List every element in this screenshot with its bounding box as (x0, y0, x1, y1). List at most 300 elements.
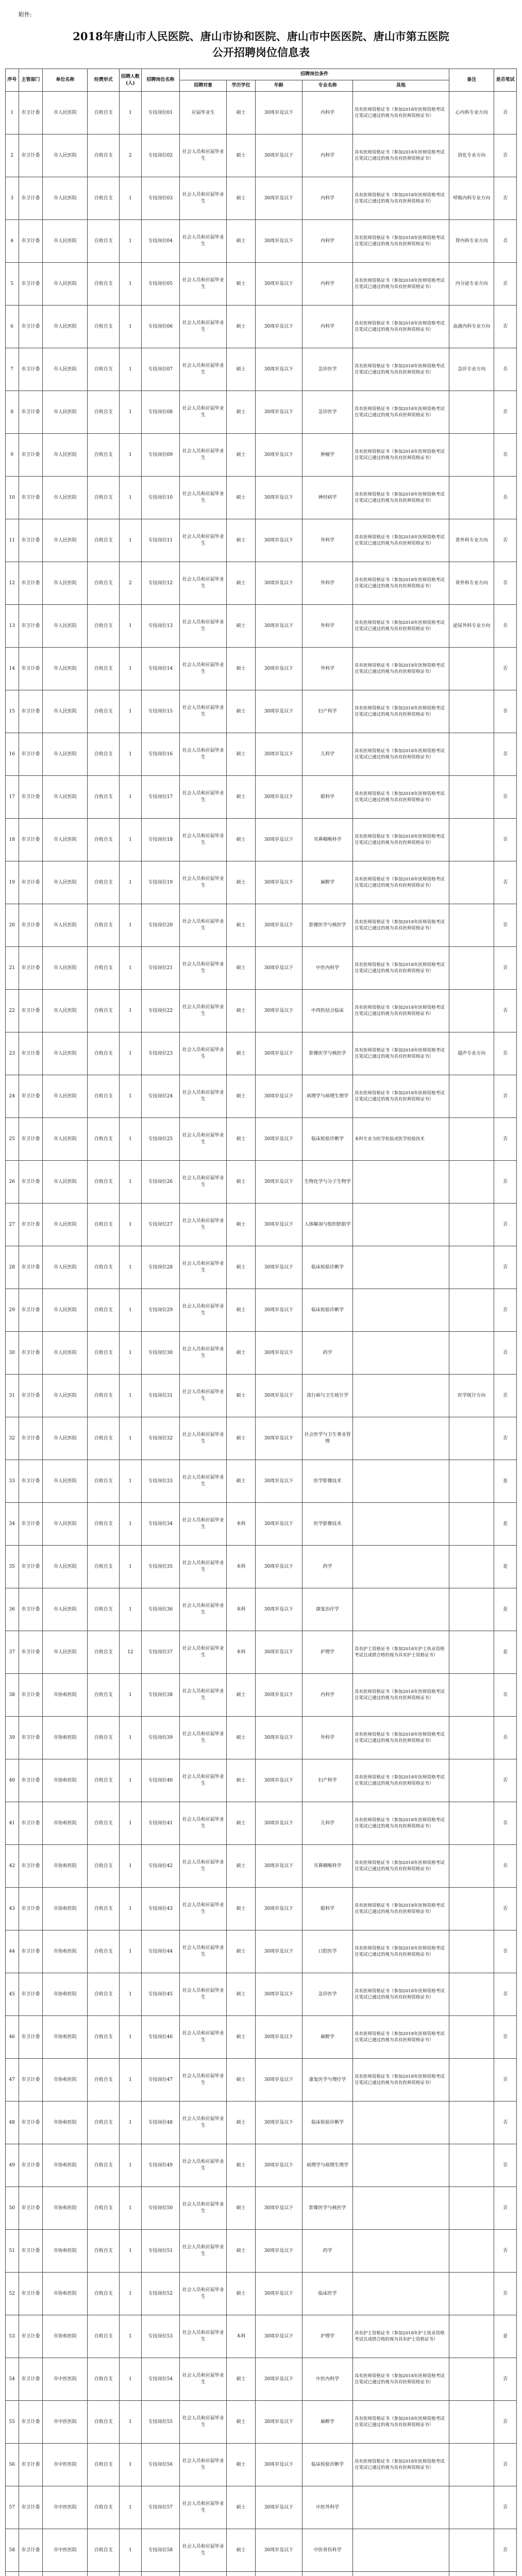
cell-other: 具有医师资格证书（参加2018年医师资格考试且笔试已通过的视为具有医师资格证书） (352, 776, 449, 819)
header-age: 年龄 (255, 80, 302, 92)
cell-note (449, 1075, 494, 1118)
cell-post: 专技岗位44 (141, 1930, 179, 1973)
cell-exam: 是 (494, 1631, 517, 1674)
cell-other (352, 2102, 449, 2144)
cell-department: 市卫计委 (19, 947, 43, 990)
table-row (6, 2187, 517, 2230)
cell-funding: 自收自支 (88, 1631, 120, 1674)
cell-target: 社会人员和应届毕业生 (180, 2273, 227, 2315)
cell-age: 30周岁及以下 (255, 92, 302, 134)
cell-department: 市卫计委 (19, 1546, 43, 1588)
cell-target: 社会人员和应届毕业生 (180, 434, 227, 477)
cell-unit: 市人民医院 (43, 1118, 88, 1161)
cell-target: 社会人员和应届毕业生 (180, 477, 227, 519)
cell-index: 43 (6, 1888, 19, 1930)
cell-age: 30周岁及以下 (255, 1375, 302, 1417)
cell-age: 30周岁及以下 (255, 1289, 302, 1332)
cell-funding: 自收自支 (88, 562, 120, 605)
cell-unit: 市人民医院 (43, 1503, 88, 1546)
table-row (6, 2358, 517, 2401)
cell-unit: 市协和医院 (43, 2102, 88, 2144)
cell-exam: 否 (494, 690, 517, 733)
cell-other: 具有医师资格证书（参加2018年医师资格考试且笔试已通过的视为具有医师资格证书） (352, 1888, 449, 1930)
cell-education: 硕士 (227, 1289, 255, 1332)
cell-other: 具有医师资格证书（参加2018年医师资格考试且笔试已通过的视为具有医师资格证书） (352, 477, 449, 519)
cell-age: 30周岁及以下 (255, 904, 302, 947)
cell-target: 社会人员和应届毕业生 (180, 220, 227, 263)
cell-exam: 否 (494, 2187, 517, 2230)
cell-index: 30 (6, 1332, 19, 1375)
cell-exam: 否 (494, 1289, 517, 1332)
cell-education: 硕士 (227, 391, 255, 434)
cell-post: 专技岗位08 (141, 391, 179, 434)
cell-exam: 否 (494, 947, 517, 990)
cell-education: 硕士 (227, 1802, 255, 1845)
cell-count: 1 (120, 519, 142, 562)
cell-department: 市卫计委 (19, 2016, 43, 2059)
cell-note (449, 1289, 494, 1332)
cell-age: 30周岁及以下 (255, 1204, 302, 1246)
cell-education: 硕士 (227, 1375, 255, 1417)
cell-funding: 自收自支 (88, 1246, 120, 1289)
cell-index: 48 (6, 2102, 19, 2144)
cell-count: 1 (120, 2187, 142, 2230)
cell-note (449, 776, 494, 819)
cell-post: 专技岗位32 (141, 1417, 179, 1460)
cell-exam: 否 (494, 92, 517, 134)
cell-count: 1 (120, 1204, 142, 1246)
cell-major: 护理学 (302, 2315, 353, 2358)
cell-target: 社会人员和应届毕业生 (180, 990, 227, 1032)
cell-exam: 是 (494, 1460, 517, 1503)
cell-post: 专技岗位27 (141, 1204, 179, 1246)
cell-education: 硕士 (227, 605, 255, 648)
cell-exam: 否 (494, 2059, 517, 2102)
cell-age: 30周岁及以下 (255, 1759, 302, 1802)
cell-unit: 市人民医院 (43, 220, 88, 263)
table-row (6, 1546, 517, 1588)
cell-target: 社会人员和应届毕业生 (180, 519, 227, 562)
cell-major (302, 2572, 353, 2576)
cell-count: 1 (120, 1759, 142, 1802)
cell-funding: 自收自支 (88, 776, 120, 819)
cell-index: 2 (6, 134, 19, 177)
cell-funding: 自收自支 (88, 2315, 120, 2358)
cell-target: 社会人员和应届毕业生 (180, 2486, 227, 2529)
cell-other: 具有医师资格证书（参加2018年医师资格考试且笔试已通过的视为具有医师资格证书） (352, 1075, 449, 1118)
cell-major: 外科学 (302, 519, 353, 562)
cell-unit: 市人民医院 (43, 1246, 88, 1289)
cell-unit: 市人民医院 (43, 1546, 88, 1588)
cell-department: 市卫计委 (19, 177, 43, 220)
table-row (6, 776, 517, 819)
cell-count: 1 (120, 2273, 142, 2315)
cell-major: 康复治疗学 (302, 1588, 353, 1631)
cell-note (449, 1546, 494, 1588)
cell-unit: 市人民医院 (43, 648, 88, 690)
cell-index: 32 (6, 1417, 19, 1460)
cell-note (449, 648, 494, 690)
cell-count: 1 (120, 904, 142, 947)
cell-count: 1 (120, 177, 142, 220)
cell-note (449, 2102, 494, 2144)
cell-note (449, 990, 494, 1032)
cell-major: 影像医学与核医学 (302, 904, 353, 947)
cell-post: 专技岗位38 (141, 1674, 179, 1717)
header-funding: 经费形式 (88, 69, 120, 92)
cell-other (352, 1546, 449, 1588)
table-row (6, 1032, 517, 1075)
cell-exam: 否 (494, 519, 517, 562)
cell-post: 专技岗位36 (141, 1588, 179, 1631)
cell-major: 儿科学 (302, 1802, 353, 1845)
cell-index: 9 (6, 434, 19, 477)
cell-age: 30周岁及以下 (255, 2102, 302, 2144)
cell-post: 专技岗位12 (141, 562, 179, 605)
header-other: 其他 (352, 80, 449, 92)
cell-count: 1 (120, 2230, 142, 2273)
cell-major: 中西医结合临床 (302, 990, 353, 1032)
cell-exam: 否 (494, 2358, 517, 2401)
cell-index: 50 (6, 2187, 19, 2230)
cell-target: 社会人员和应届毕业生 (180, 2144, 227, 2187)
cell-major: 内科学 (302, 220, 353, 263)
cell-education: 硕士 (227, 1845, 255, 1888)
table-row (6, 1289, 517, 1332)
cell-index: 37 (6, 1631, 19, 1674)
cell-other: 具有医师资格证书（参加2018年医师资格考试且笔试已通过的视为具有医师资格证书） (352, 990, 449, 1032)
cell-index: 39 (6, 1717, 19, 1759)
cell-major: 社会医学与卫生事业管理 (302, 1417, 353, 1460)
cell-age: 30周岁及以下 (255, 648, 302, 690)
cell-unit: 市人民医院 (43, 306, 88, 348)
cell-education: 硕士 (227, 1674, 255, 1717)
table-row (6, 1375, 517, 1417)
cell-department: 市卫计委 (19, 306, 43, 348)
cell-unit: 市人民医院 (43, 1417, 88, 1460)
cell-major: 妇产科学 (302, 690, 353, 733)
cell-funding: 自收自支 (88, 1973, 120, 2016)
cell-funding: 自收自支 (88, 2187, 120, 2230)
cell-education: 硕士 (227, 2401, 255, 2444)
cell-count: 1 (120, 990, 142, 1032)
recruitment-table (5, 69, 517, 2576)
cell-target: 社会人员和应届毕业生 (180, 391, 227, 434)
cell-post: 专技岗位40 (141, 1759, 179, 1802)
cell-unit: 市人民医院 (43, 134, 88, 177)
cell-education: 硕士 (227, 177, 255, 220)
table-row (6, 1588, 517, 1631)
table-row (6, 1204, 517, 1246)
cell-age: 30周岁及以下 (255, 1075, 302, 1118)
table-row (6, 1417, 517, 1460)
cell-count: 1 (120, 776, 142, 819)
cell-department: 市卫计委 (19, 348, 43, 391)
cell-index: 10 (6, 477, 19, 519)
cell-post: 专技岗位06 (141, 306, 179, 348)
cell-target: 社会人员和应届毕业生 (180, 134, 227, 177)
cell-unit: 市人民医院 (43, 1204, 88, 1246)
cell-department: 市卫计委 (19, 776, 43, 819)
cell-note: 呼吸内科专业方向 (449, 177, 494, 220)
cell-post: 专技岗位56 (141, 2444, 179, 2486)
cell-index: 52 (6, 2273, 19, 2315)
table-row (6, 519, 517, 562)
cell-post: 专技岗位58 (141, 2529, 179, 2572)
cell-department: 市卫计委 (19, 1674, 43, 1717)
cell-post: 专技岗位04 (141, 220, 179, 263)
cell-age: 30周岁及以下 (255, 1845, 302, 1888)
cell-unit: 市协和医院 (43, 1973, 88, 2016)
cell-count: 1 (120, 2016, 142, 2059)
cell-funding: 自收自支 (88, 348, 120, 391)
cell-unit: 市协和医院 (43, 1759, 88, 1802)
cell-age: 30周岁及以下 (255, 1588, 302, 1631)
cell-department: 市卫计委 (19, 134, 43, 177)
cell-funding: 自收自支 (88, 1503, 120, 1546)
cell-age: 30周岁及以下 (255, 2016, 302, 2059)
cell-note (449, 1417, 494, 1460)
cell-index: 21 (6, 947, 19, 990)
cell-funding: 自收自支 (88, 263, 120, 306)
cell-post: 专技岗位34 (141, 1503, 179, 1546)
cell-age: 30周岁及以下 (255, 1503, 302, 1546)
cell-major: 外科学 (302, 1717, 353, 1759)
cell-funding: 自收自支 (88, 1161, 120, 1204)
cell-department: 市卫计委 (19, 263, 43, 306)
cell-other: 具有医师资格证书（参加2018年医师资格考试且笔试已通过的视为具有医师资格证书） (352, 2358, 449, 2401)
cell-major: 神经病学 (302, 477, 353, 519)
cell-post: 专技岗位20 (141, 904, 179, 947)
cell-funding: 自收自支 (88, 904, 120, 947)
cell-exam: 否 (494, 861, 517, 904)
cell-post: 专技岗位14 (141, 648, 179, 690)
cell-count: 1 (120, 1332, 142, 1375)
cell-unit: 市人民医院 (43, 861, 88, 904)
cell-department: 市卫计委 (19, 605, 43, 648)
cell-index: 15 (6, 690, 19, 733)
cell-index: 18 (6, 819, 19, 861)
table-row (6, 648, 517, 690)
cell-age: 30周岁及以下 (255, 1631, 302, 1674)
cell-note (449, 477, 494, 519)
cell-major: 麻醉学 (302, 861, 353, 904)
cell-exam: 否 (494, 1888, 517, 1930)
cell-post: 专技岗位09 (141, 434, 179, 477)
cell-note (449, 1631, 494, 1674)
cell-other: 具有医师资格证书（参加2018年医师资格考试且笔试已通过的视为具有医师资格证书） (352, 2059, 449, 2102)
cell-target: 社会人员和应届毕业生 (180, 1674, 227, 1717)
cell-age: 30周岁及以下 (255, 2486, 302, 2529)
cell-post: 专技岗位55 (141, 2401, 179, 2444)
cell-other (352, 1332, 449, 1375)
cell-major: 影像医学与核医学 (302, 1032, 353, 1075)
cell-count: 1 (120, 1460, 142, 1503)
cell-education: 硕士 (227, 1032, 255, 1075)
cell-education: 硕士 (227, 2230, 255, 2273)
cell-exam (494, 2572, 517, 2576)
cell-index: 49 (6, 2144, 19, 2187)
cell-count: 1 (120, 690, 142, 733)
cell-funding (88, 2572, 120, 2576)
cell-exam: 否 (494, 1802, 517, 1845)
cell-age: 30周岁及以下 (255, 477, 302, 519)
cell-department: 市卫计委 (19, 690, 43, 733)
cell-note: 肾内科专业方向 (449, 220, 494, 263)
cell-department: 市卫计委 (19, 1930, 43, 1973)
cell-index: 57 (6, 2486, 19, 2529)
cell-other (352, 2529, 449, 2572)
cell-note (449, 819, 494, 861)
cell-count (120, 2572, 142, 2576)
table-row (6, 434, 517, 477)
cell-count: 1 (120, 1032, 142, 1075)
cell-exam: 否 (494, 2102, 517, 2144)
cell-index: 38 (6, 1674, 19, 1717)
cell-department: 市卫计委 (19, 1289, 43, 1332)
cell-exam: 否 (494, 990, 517, 1032)
cell-note (449, 2486, 494, 2529)
cell-major: 耳鼻咽喉科学 (302, 1845, 353, 1888)
cell-note (449, 1246, 494, 1289)
table-row (6, 2016, 517, 2059)
cell-count: 1 (120, 348, 142, 391)
cell-note: 消化专业方向 (449, 134, 494, 177)
cell-age: 30周岁及以下 (255, 134, 302, 177)
table-row (6, 690, 517, 733)
cell-unit: 市人民医院 (43, 562, 88, 605)
header-department: 主管部门 (19, 69, 43, 92)
cell-department: 市卫计委 (19, 562, 43, 605)
cell-target: 社会人员和应届毕业生 (180, 2444, 227, 2486)
cell-index: 58 (6, 2529, 19, 2572)
cell-other: 具有医师资格证书（参加2018年医师资格考试且笔试已通过的视为具有医师资格证书） (352, 1759, 449, 1802)
cell-education: 硕士 (227, 690, 255, 733)
cell-major: 中医外科学 (302, 2486, 353, 2529)
cell-major: 眼科学 (302, 1888, 353, 1930)
cell-count: 1 (120, 733, 142, 776)
cell-index: 45 (6, 1973, 19, 2016)
cell-unit: 市协和医院 (43, 1888, 88, 1930)
cell-education: 硕士 (227, 519, 255, 562)
cell-target: 社会人员和应届毕业生 (180, 2102, 227, 2144)
cell-note (449, 1332, 494, 1375)
cell-count: 1 (120, 1289, 142, 1332)
cell-age: 30周岁及以下 (255, 2187, 302, 2230)
cell-post: 专技岗位50 (141, 2187, 179, 2230)
cell-age: 30周岁及以下 (255, 690, 302, 733)
cell-major: 外科学 (302, 605, 353, 648)
cell-age: 30周岁及以下 (255, 1546, 302, 1588)
cell-target: 社会人员和应届毕业生 (180, 1417, 227, 1460)
header-post: 招聘岗位名称 (141, 69, 179, 92)
cell-department: 市卫计委 (19, 2230, 43, 2273)
cell-unit: 市协和医院 (43, 1802, 88, 1845)
cell-target: 社会人员和应届毕业生 (180, 1246, 227, 1289)
cell-index: 7 (6, 348, 19, 391)
cell-education: 硕士 (227, 1717, 255, 1759)
cell-major: 肿瘤学 (302, 434, 353, 477)
cell-post: 专技岗位19 (141, 861, 179, 904)
cell-index: 29 (6, 1289, 19, 1332)
cell-unit: 市中医医院 (43, 2486, 88, 2529)
attachment-label: 附件: (19, 11, 32, 18)
cell-education: 本科 (227, 1503, 255, 1546)
cell-unit: 市人民医院 (43, 904, 88, 947)
cell-major: 内科学 (302, 177, 353, 220)
cell-exam: 是 (494, 2315, 517, 2358)
table-row (6, 2315, 517, 2358)
cell-target: 社会人员和应届毕业生 (180, 2016, 227, 2059)
cell-unit: 市人民医院 (43, 434, 88, 477)
cell-other: 具有医师资格证书（参加2018年医师资格考试且笔试已通过的视为具有医师资格证书） (352, 134, 449, 177)
cell-education: 硕士 (227, 990, 255, 1032)
table-row (6, 1161, 517, 1204)
cell-other: 具有医师资格证书（参加2018年医师资格考试且笔试已通过的视为具有医师资格证书） (352, 2016, 449, 2059)
cell-education: 本科 (227, 1546, 255, 1588)
cell-education: 硕士 (227, 2486, 255, 2529)
cell-department: 市卫计委 (19, 2144, 43, 2187)
cell-note (449, 1930, 494, 1973)
cell-major: 眼科学 (302, 776, 353, 819)
cell-target: 社会人员和应届毕业生 (180, 1802, 227, 1845)
page-subtitle: 公开招聘岗位信息表 (212, 46, 310, 59)
cell-target: 社会人员和应届毕业生 (180, 1375, 227, 1417)
cell-department: 市卫计委 (19, 1032, 43, 1075)
cell-unit: 市人民医院 (43, 1631, 88, 1674)
cell-target: 社会人员和应届毕业生 (180, 562, 227, 605)
cell-funding: 自收自支 (88, 1375, 120, 1417)
cell-note: 急诊专业方向 (449, 348, 494, 391)
cell-unit: 市中医医院 (43, 2529, 88, 2572)
cell-department: 市卫计委 (19, 220, 43, 263)
header-unit: 单位名称 (43, 69, 88, 92)
cell-department: 市卫计委 (19, 1246, 43, 1289)
cell-post: 专技岗位53 (141, 2315, 179, 2358)
cell-count: 1 (120, 861, 142, 904)
cell-exam: 否 (494, 434, 517, 477)
table-row (6, 2529, 517, 2572)
cell-exam: 否 (494, 134, 517, 177)
cell-funding: 自收自支 (88, 2486, 120, 2529)
cell-age: 30周岁及以下 (255, 519, 302, 562)
cell-unit: 市人民医院 (43, 947, 88, 990)
cell-other: 具有护士资格证书（参加2018年护士执业资格考试且成绩合格的视为具有护士资格证书） (352, 1631, 449, 1674)
cell-major: 中医骨伤科学 (302, 2529, 353, 2572)
cell-unit: 市人民医院 (43, 733, 88, 776)
cell-index: 40 (6, 1759, 19, 1802)
table-row (6, 1759, 517, 1802)
cell-major: 临床医学 (302, 2273, 353, 2315)
table-row (6, 220, 517, 263)
cell-index: 27 (6, 1204, 19, 1246)
cell-index: 16 (6, 733, 19, 776)
cell-post: 专技岗位25 (141, 1118, 179, 1161)
cell-post: 专技岗位54 (141, 2358, 179, 2401)
cell-count: 1 (120, 1930, 142, 1973)
cell-post: 专技岗位10 (141, 477, 179, 519)
cell-education: 硕士 (227, 1075, 255, 1118)
cell-count: 1 (120, 1588, 142, 1631)
cell-age: 30周岁及以下 (255, 1032, 302, 1075)
cell-target: 社会人员和应届毕业生 (180, 776, 227, 819)
cell-funding: 自收自支 (88, 1845, 120, 1888)
cell-count: 1 (120, 1118, 142, 1161)
cell-index: 26 (6, 1161, 19, 1204)
cell-index: 23 (6, 1032, 19, 1075)
cell-target: 社会人员和应届毕业生 (180, 819, 227, 861)
cell-note (449, 861, 494, 904)
